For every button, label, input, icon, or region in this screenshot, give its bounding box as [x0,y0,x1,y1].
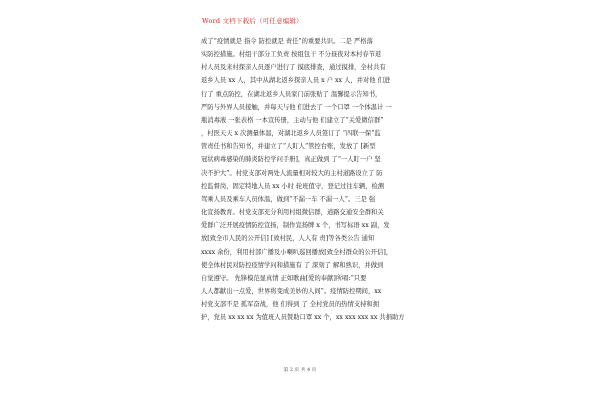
text-line: 化宣扬教育。村党支部充分利用村组微信群，道路交通安全群和关 [201,209,384,217]
text-line: ，村医天天 x 次测量体温，对湖北返乡人员签订了 “四联一保”监 [201,130,381,138]
text-line: 返乡人员 xx 人，其中从湖北返乡探亲人员 x 户 xx 人，并对他 们进 [201,77,391,85]
text-line: 成了“疫情就是 指令 防控就是 责任”的重要共识。二是 严格落 [201,38,373,45]
text-line: 实防控措施。村组干部分工负责 按组包干 不分昼夜对本村春节返 [201,51,382,59]
text-line: 人人都献出一点爱，世界将变成美妙的人间”。疫情防控期间，xx [201,287,382,295]
text-line: 管责任书和告知书，并建立了“人盯人”管控台账，发放了 [新型 [201,143,376,151]
download-note: Word 文档下载后（可任意编辑） [202,17,303,25]
text-line: 村党支部不是 孤军奋战，他 们得到 了 全村党员的热情支持和拥 [201,301,380,309]
page-footer: 第 2 页 共 4 页 [283,368,317,373]
text-line: 驾乘人员及乘车人员体温，做到“不漏一车 不漏一人”。三是 强 [201,195,376,203]
text-line: 控监督岗，固定特地人员 xx 小时 轮班值守，登记过往车辆，检测 [201,182,385,190]
text-line: 冠状病毒感染的肺炎防控学问手册]，真正做到 了“一人盯一户 坚 [201,156,381,164]
text-line: 瓶消毒液 一张表格 一本宣传册，主动与他 们建立了“关爱微信群” [201,116,384,124]
text-line: 决不护大”。村党支部对两处人流量相对较大的主村道路设立了 防 [201,169,383,177]
text-line: 护，党员 xx xx xx 为值班人员赞助口罩 xx 个，xx xxx xxx xx 共捐助方 [201,314,405,322]
text-line: 自觉遵守。 先锋模范显真情 正如歌曲[爱的奉献]所唱:“只要 [201,274,367,282]
text-line: 爱群广泛开展疫情防控宣扬，制作宣扬牌 x 个，书写标语 xx 副，发 [201,222,390,230]
document-body [201,35,417,324]
text-line: 放[致全市人民的公开信] [致村民，人人有 责]等各类公告 通知 [201,235,375,243]
text-line: 使全体村民对防控疫情学问和措施有 了 深刻了 解和熟识，并做到 [201,261,384,269]
text-line: 行了 重点防控，在湖北返乡人员家门前张贴了 温馨提示告知书， [201,90,382,98]
text-line: 严防与外界人员接触，并每天与他 们进去了 一个口罩 一个体温计 一 [201,103,392,111]
text-line: xxxx 余份，利用村部广播及小喇叭巡回播放[致全村群众的公开信]， [201,248,393,256]
text-line: 村人员及来村探亲人员逐户进行了 摸底排查，通过摸排，全村共有 [201,64,386,72]
